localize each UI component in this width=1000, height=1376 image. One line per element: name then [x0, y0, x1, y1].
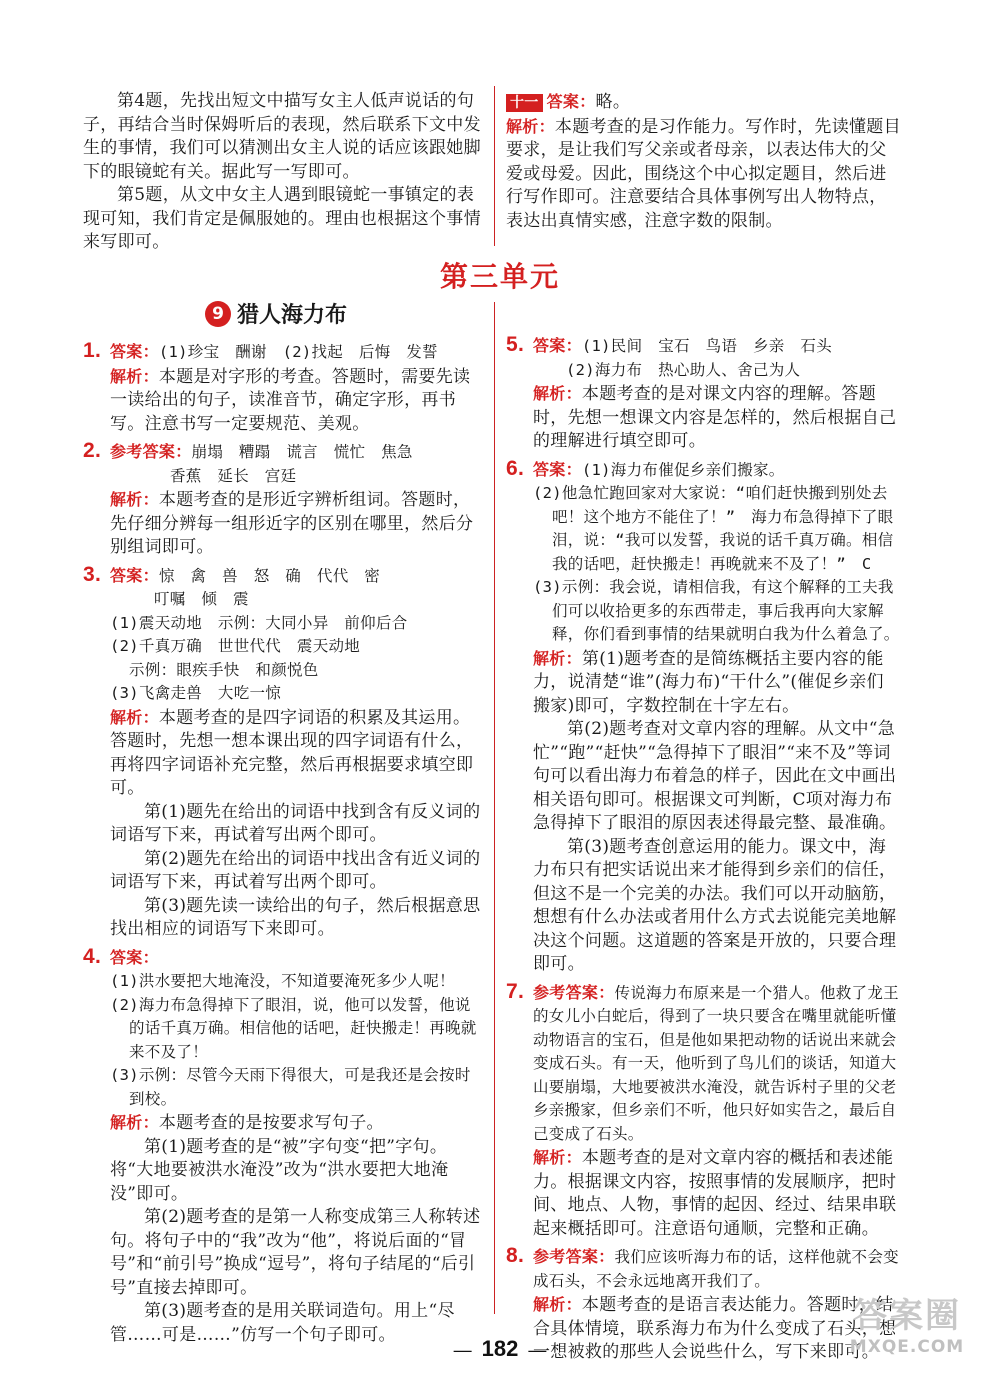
answer-line [506, 90, 901, 115]
paragraph: 第(1)题先在给出的词语中找到含有反义词的词语写下来，再试着写出两个即可。 [110, 801, 481, 845]
lesson-title-text: 猎人海力布 [237, 303, 348, 328]
question-number: 3. [83, 562, 102, 586]
question-4 [83, 946, 485, 1348]
analysis-text: 本题考查的是对课文内容的理解。答题时，先想一想课文内容是怎样的，然后根据自己的理解进行填空即可。 [533, 384, 897, 451]
answer-text: 我们应该听海力布的话，这样他就不会变成石头，不会永远地离开我们了。 [533, 1248, 899, 1290]
question-number: 1. [83, 339, 102, 362]
analysis-text: 本题考查的是对文章内容的概括和表述能力。根据课文内容，按照事情的发展顺序，把时间、地点、人物，事情的起因、经过、结果串联起来概括即可。注意语句通顺，完整和正确。 [533, 1148, 897, 1239]
question-number: 4. [83, 944, 102, 968]
answer-text: 传说海力布原来是一个猎人。他救了龙王的女儿小白蛇后，得到了一块只要含在嘴里就能听懂动物语言的宝石，但是他如果把动物的话说出来就会变成石头。有一天，他听到了鸟儿们的谈话，知道大山要崩塌，大地要被洪水淹没，就告诉村子里的父老乡亲搬家，但乡亲们不听，他只好如实告之，最后自己变成了石头。 [533, 983, 899, 1143]
question-number: 7. [506, 979, 525, 1003]
analysis-label: 解析： [110, 1113, 159, 1132]
question-7 [506, 981, 901, 1242]
answer-label: 答案： [546, 92, 596, 111]
section-11-tag: 十一 [506, 94, 543, 112]
analysis-label: 解析： [110, 707, 159, 727]
answer-text: (2)他急忙跑回家对大家说：“咱们赶快搬到别处去吧！这个地方不能住了！” 海力布急得掉下了眼泪，说：“我可以发誓，我说的话千真万确。相信我的话吧，赶快搬走！再晚就来不及了！” C [533, 484, 894, 573]
unit-title: 第三单元 [439, 260, 560, 293]
answer-text: 略。 [595, 92, 631, 112]
analysis-label: 解析： [110, 490, 159, 509]
paragraph: 第(3)题先读一读给出的句子，然后根据意思找出相应的词语写下来即可。 [110, 895, 481, 939]
analysis-text: 第(1)题考查的是简练概括主要内容的能力，说清楚“谁”(海力布)“干什么”(催促乡亲们搬家)即可，字数控制在十字左右。 [533, 648, 884, 716]
left-column [83, 336, 485, 1347]
answer-text: 惊 禽 兽 怒 确 代代 密 [158, 566, 381, 585]
answer-text: (2)海力布 热心助人、舍己为人 [566, 360, 801, 379]
question-number: 8. [506, 1244, 525, 1267]
answer-text: 香蕉 延长 宫廷 [170, 466, 297, 485]
answer-text: (1)海力布催促乡亲们搬家。 [581, 460, 785, 479]
paragraph: 第(3)题考查的是用关联词造句。用上“尽管……可是……”仿写一个句子即可。 [110, 1301, 455, 1345]
answer-label: 答案： [533, 459, 582, 479]
watermark-url: MXQE.COM [849, 1337, 965, 1357]
analysis-text: 本题考查的是语言表达能力。答题时，结合具体情境，联系海力布为什么变成了石头，想一想被救的那些人会说些什么，写下来即可。 [533, 1295, 897, 1362]
question-3 [83, 564, 485, 942]
answer-text: 示例：眼疾手快 和颜悦色 [129, 660, 319, 679]
answer-text: 叮嘱 倾 震 [154, 590, 249, 608]
analysis-text: 本题是对字形的考查。答题时，需要先读一读给出的句子，读准音节，确定字形，再书写。注意书写一定要规范、美观。 [110, 366, 471, 434]
paragraph: 第(2)题先在给出的词语中找出含有近义词的词语写下来，再试着写出两个即可。 [110, 848, 481, 892]
watermark-title: 答案圈 [853, 1296, 961, 1336]
answer-text: (1)洪水要把大地淹没，不知道要淹死多少人呢！ [110, 972, 455, 990]
analysis-text: 本题考查的是四字词语的积累及其运用。答题时，先想一想本课出现的四字词语有什么，再将四字词语补充完整，然后再根据要求填空即可。 [110, 707, 474, 798]
analysis-text: 本题考查的是形近字辨析组词。答题时，先仔细分辨每一组形近字的区别在哪里，然后分别组词即可。 [110, 490, 474, 557]
paragraph: 第(2)题考查对文章内容的理解。从文中“急忙”“跑”“赶快”“急得掉下了眼泪”“来不及”等词句可以看出海力布着急的样子，因此在文中画出相关语句即可。根据课文可判断，C项对海力布急得掉下了眼泪的原因表述得最完整、最准确。 [533, 719, 897, 833]
analysis-label: 解析： [533, 384, 582, 403]
question-1 [83, 340, 485, 436]
answer-text: (3)飞禽走兽 大吃一惊 [110, 684, 282, 702]
answer-text: (2)海力布急得掉下了眼泪，说，他可以发誓，他说的话千真万确。相信他的话吧，赶快搬走！再晚就来不及了！ [110, 995, 477, 1061]
answer-label: 答案： [110, 947, 159, 967]
lesson-title [205, 298, 347, 329]
watermark-logo [822, 1296, 992, 1368]
lesson-number-badge: 9 [205, 301, 231, 327]
question-6 [506, 458, 901, 977]
page-number: — 182 — [0, 1336, 1000, 1362]
paragraph: 第5题，从文中女主人遇到眼镜蛇一事镇定的表现可知，我们肯定是佩服她的。理由也根据这个事情来写即可。 [83, 185, 481, 252]
answer-text: (3)示例：我会说，请相信我，有这个解释的工夫我们可以收拾更多的东西带走，事后我再向大家解释，你们看到事情的结果就明白我为什么着急了。 [533, 578, 900, 643]
paragraph: 第(3)题考查创意运用的能力。课文中，海力布只有把实话说出来才能得到乡亲们的信任，但这不是一个完美的办法。我们可以开动脑筋，想想有什么办法或者用什么方式去说能完美地解决这个问题。这道题的答案是开放的，只要合理即可。 [533, 836, 897, 974]
analysis-label: 解析： [533, 1148, 582, 1167]
paragraph: 第(1)题考查的是“被”字句变“把”字句。将“大地要被洪水淹没”改为“洪水要把大地淹没”即可。 [110, 1136, 449, 1204]
question-number: 2. [83, 439, 102, 462]
answer-text: (1)震天动地 示例：大同小异 前仰后合 [110, 613, 408, 632]
analysis-label: 解析： [506, 116, 555, 136]
right-column [506, 330, 901, 1365]
question-5 [506, 334, 901, 454]
answer-label: 答案： [110, 565, 159, 585]
answer-label: 参考答案： [110, 442, 192, 461]
answer-label: 答案： [110, 342, 159, 361]
analysis-text: 本题考查的是按要求写句子。 [158, 1113, 384, 1133]
answer-text: (2)千真万确 世世代代 震天动地 [110, 637, 361, 655]
analysis-label: 解析： [110, 366, 159, 386]
answer-label: 答案： [533, 336, 582, 355]
answer-text: 崩塌 糟蹋 谎言 慌忙 焦急 [191, 443, 413, 461]
paragraph: 第(2)题考查的是第一人称变成第三人称转述句。将句子中的“我”改为“他”，将说后面的“冒号”和“前引号”换成“逗号”，将句子结尾的“后引号”直接去掉即可。 [110, 1207, 481, 1298]
answer-text: (1)珍宝 酬谢 (2)找起 后悔 发誓 [158, 343, 438, 361]
top-left-section [83, 90, 485, 255]
answer-text: (1)民间 宝石 鸟语 乡亲 石头 [581, 337, 833, 355]
answer-text: (3)示例：尽管今天雨下得很大，可是我还是会按时到校。 [110, 1066, 471, 1108]
analysis-line [506, 115, 901, 234]
answer-label: 参考答案： [533, 1247, 615, 1266]
question-2 [83, 440, 485, 560]
analysis-label: 解析： [533, 1295, 582, 1314]
analysis-label: 解析： [533, 648, 582, 668]
question-number: 6. [506, 456, 525, 480]
analysis-text: 本题考查的是习作能力。写作时，先读懂题目要求，是让我们写父亲或者母亲，以表达伟大的父爱或母爱。因此，围绕这个中心拟定题目，然后进行写作即可。注意要结合具体事例写出人物特点，表达出真情实感，注意字数的限制。 [506, 116, 901, 231]
paragraph: 第4题，先找出短文中描写女主人低声说话的句子，再结合当时保姆听后的表现，然后联系下文中发生的事情，我们可以猜测出女主人说的话应该跟她脚下的眼镜蛇有关。据此写一写即可。 [83, 91, 481, 182]
answer-label: 参考答案： [533, 982, 615, 1002]
question-number: 5. [506, 333, 525, 356]
section-11 [506, 90, 901, 233]
